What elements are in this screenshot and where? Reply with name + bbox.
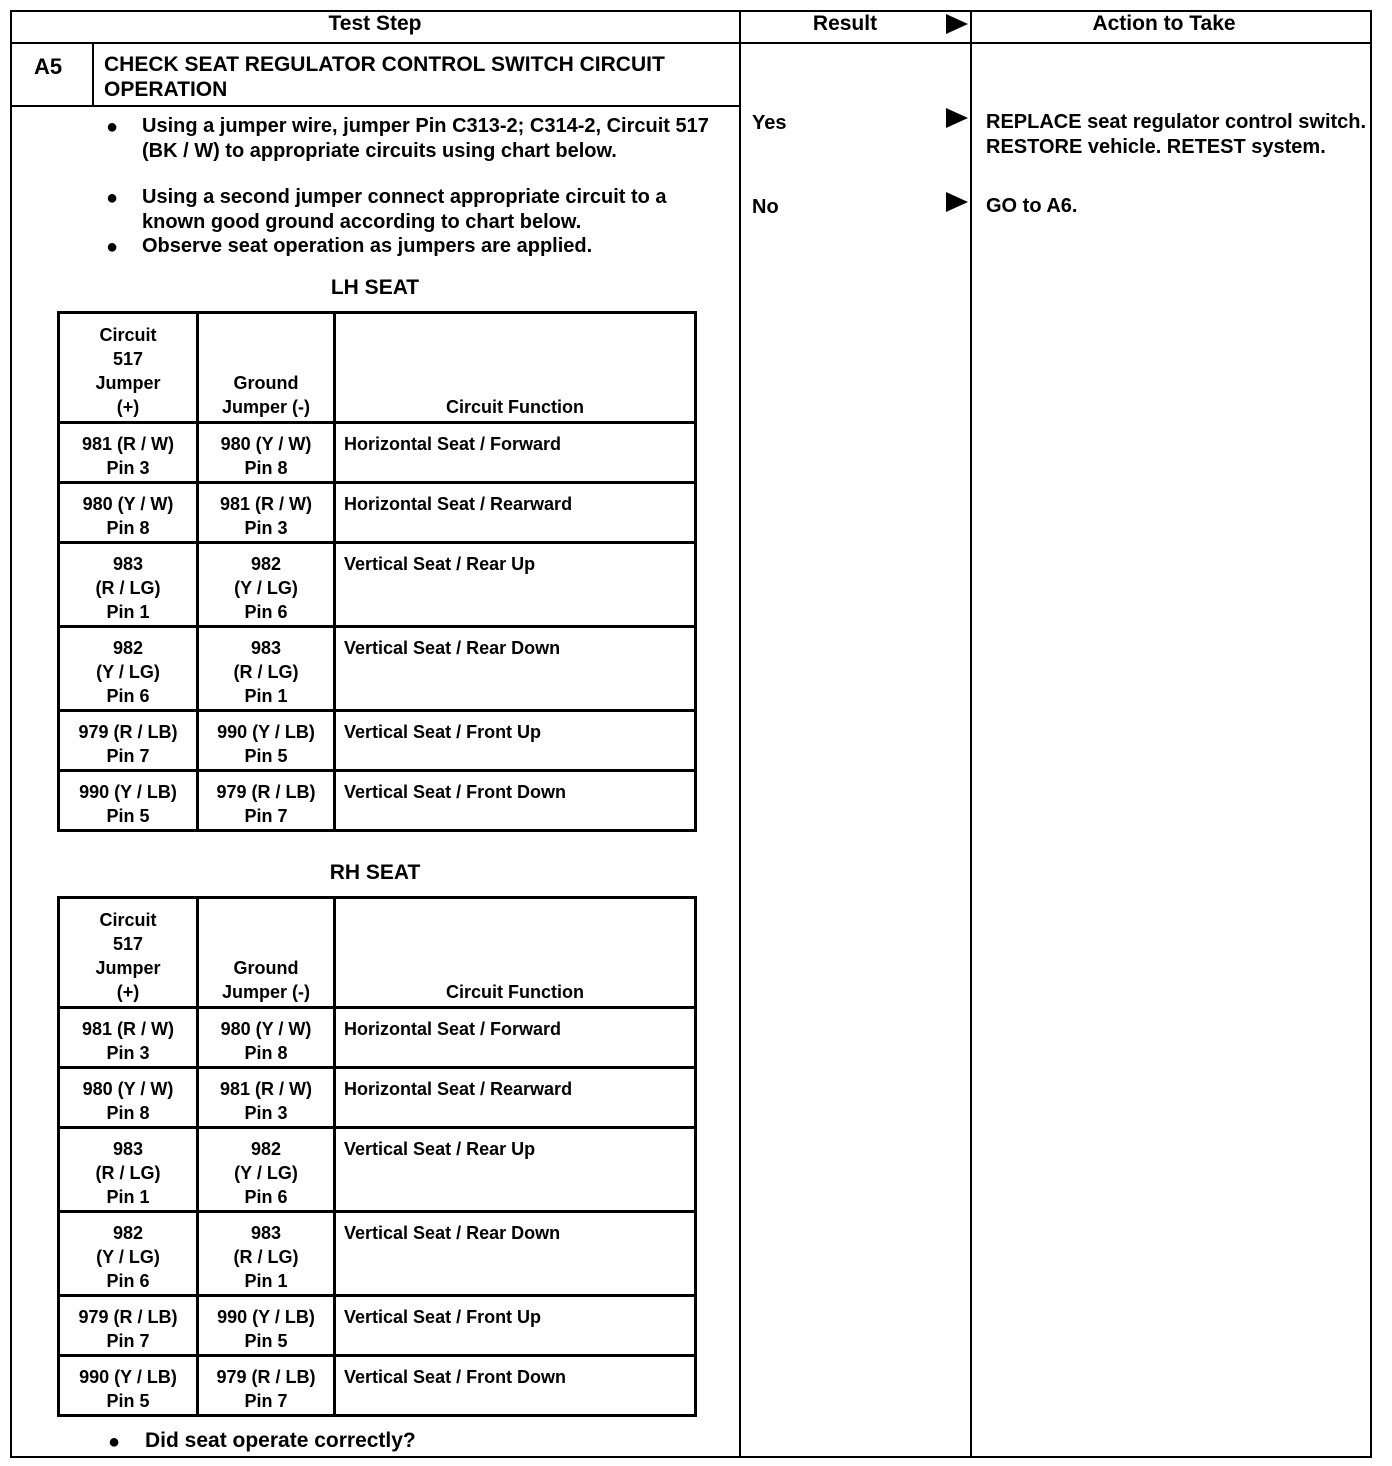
table-row [59, 771, 696, 831]
ground-cell: 983 (R / LG) Pin 1 [198, 627, 335, 711]
result-column-divider [739, 10, 741, 1458]
action-no: GO to A6. [986, 195, 1078, 217]
jumper-cell: 990 (Y / LB) Pin 5 [59, 771, 198, 831]
header-test-step: Test Step [328, 12, 422, 35]
table-row [59, 711, 696, 771]
bullet-icon: ● [108, 1431, 121, 1453]
col-circuit-function: Circuit Function [335, 313, 696, 423]
col-circuit-function: Circuit Function [335, 898, 696, 1008]
jumper-cell: 980 (Y / W) Pin 8 [59, 1068, 198, 1128]
ground-cell: 990 (Y / LB) Pin 5 [198, 1296, 335, 1356]
function-cell: Vertical Seat / Rear Up [335, 1128, 696, 1212]
ground-cell: 982 (Y / LG) Pin 6 [198, 1128, 335, 1212]
bullet-icon: ● [106, 236, 119, 258]
ground-cell: 982 (Y / LG) Pin 6 [198, 543, 335, 627]
function-cell: Vertical Seat / Front Down [335, 771, 696, 831]
jumper-cell: 980 (Y / W) Pin 8 [59, 483, 198, 543]
jumper-cell: 981 (R / W) Pin 3 [59, 1008, 198, 1068]
function-cell: Vertical Seat / Rear Down [335, 1212, 696, 1296]
table-row [59, 1008, 696, 1068]
ground-cell: 979 (R / LB) Pin 7 [198, 1356, 335, 1416]
ground-cell: 990 (Y / LB) Pin 5 [198, 711, 335, 771]
bullet-icon: ● [106, 116, 119, 138]
jumper-cell: 990 (Y / LB) Pin 5 [59, 1356, 198, 1416]
ground-cell: 979 (R / LB) Pin 7 [198, 771, 335, 831]
table-row [59, 1212, 696, 1296]
header-divider [10, 42, 1372, 44]
jumper-cell: 982 (Y / LG) Pin 6 [59, 1212, 198, 1296]
function-cell: Horizontal Seat / Rearward [335, 483, 696, 543]
col-circuit-jumper: Circuit 517 Jumper (+) [59, 898, 198, 1008]
action-column-divider [970, 10, 972, 1458]
jumper-cell: 983 (R / LG) Pin 1 [59, 543, 198, 627]
result-yes-arrow-icon [946, 108, 968, 128]
table-row [59, 423, 696, 483]
instruction-3: Observe seat operation as jumpers are applied. [142, 235, 593, 257]
table-row [59, 1128, 696, 1212]
step-id: A5 [34, 54, 63, 79]
function-cell: Vertical Seat / Front Up [335, 1296, 696, 1356]
function-cell: Horizontal Seat / Rearward [335, 1068, 696, 1128]
function-cell: Horizontal Seat / Forward [335, 1008, 696, 1068]
function-cell: Vertical Seat / Front Down [335, 1356, 696, 1416]
action-yes: REPLACE seat regulator control switch. RESTORE vehicle. RETEST system. [986, 111, 1367, 158]
jumper-cell: 982 (Y / LG) Pin 6 [59, 627, 198, 711]
table-row [59, 1356, 696, 1416]
function-cell: Horizontal Seat / Forward [335, 423, 696, 483]
result-yes: Yes [752, 112, 787, 134]
function-cell: Vertical Seat / Rear Down [335, 627, 696, 711]
col-circuit-jumper: Circuit 517 Jumper (+) [59, 313, 198, 423]
table-row [59, 627, 696, 711]
step-id-divider [92, 42, 94, 106]
col-ground-jumper: Ground Jumper (-) [198, 313, 335, 423]
question: Did seat operate correctly? [145, 1429, 416, 1452]
table-row [59, 1068, 696, 1128]
result-no: No [752, 196, 779, 218]
rh-seat-title: RH SEAT [329, 861, 421, 884]
ground-cell: 983 (R / LG) Pin 1 [198, 1212, 335, 1296]
instruction-2: Using a second jumper connect appropriate circuit to a known good ground according to chart below. [142, 186, 667, 233]
lh-seat-table [57, 311, 697, 832]
function-cell: Vertical Seat / Front Up [335, 711, 696, 771]
step-title: CHECK SEAT REGULATOR CONTROL SWITCH CIRCUIT OPERATION [104, 53, 665, 101]
table-row [59, 543, 696, 627]
step-title-divider [10, 105, 741, 107]
header-arrow-icon [946, 14, 968, 34]
ground-cell: 981 (R / W) Pin 3 [198, 1068, 335, 1128]
instruction-1: Using a jumper wire, jumper Pin C313-2; C314-2, Circuit 517 (BK / W) to appropriate circuits using chart below. [142, 115, 709, 162]
header-action: Action to Take [1092, 12, 1236, 35]
bullet-icon: ● [106, 187, 119, 209]
table-row [59, 483, 696, 543]
jumper-cell: 981 (R / W) Pin 3 [59, 423, 198, 483]
jumper-cell: 979 (R / LB) Pin 7 [59, 1296, 198, 1356]
table-row [59, 1296, 696, 1356]
function-cell: Vertical Seat / Rear Up [335, 543, 696, 627]
rh-seat-table [57, 896, 697, 1417]
header-result: Result [812, 12, 878, 35]
jumper-cell: 983 (R / LG) Pin 1 [59, 1128, 198, 1212]
col-ground-jumper: Ground Jumper (-) [198, 898, 335, 1008]
ground-cell: 980 (Y / W) Pin 8 [198, 1008, 335, 1068]
ground-cell: 981 (R / W) Pin 3 [198, 483, 335, 543]
jumper-cell: 979 (R / LB) Pin 7 [59, 711, 198, 771]
lh-seat-title: LH SEAT [330, 276, 420, 299]
ground-cell: 980 (Y / W) Pin 8 [198, 423, 335, 483]
result-no-arrow-icon [946, 192, 968, 212]
